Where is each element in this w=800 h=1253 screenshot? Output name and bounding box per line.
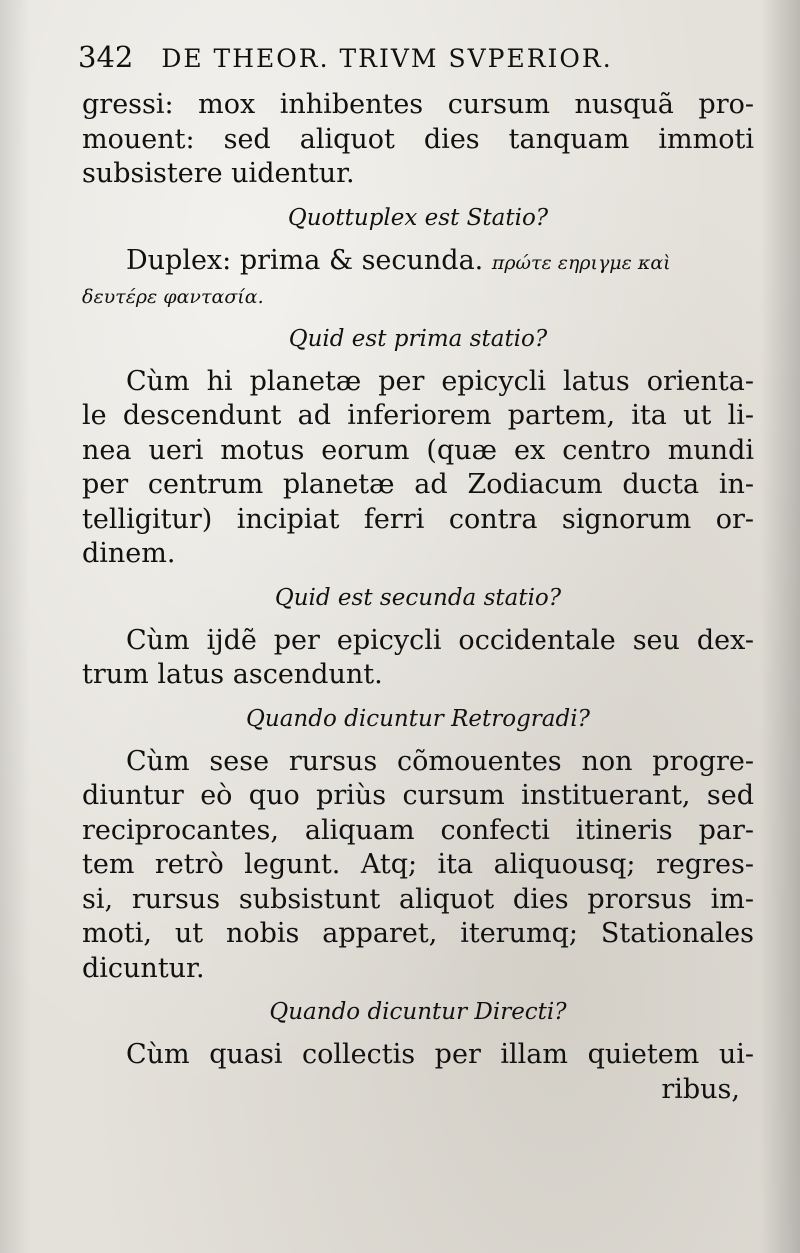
running-header	[78, 40, 758, 74]
text-line: mouent: sed aliquot dies tanquam immoti	[82, 123, 754, 155]
text-line: Cùm ijdẽ per epicycli occidentale seu dex-	[126, 624, 754, 656]
text-line: per centrum planetæ ad Zodiacum ducta in-	[82, 469, 754, 500]
text-line: reciprocantes, aliquam confecti itineris par-	[82, 814, 754, 846]
question-heading: Quid est secunda statio?	[274, 584, 562, 611]
question-heading: Quando dicuntur Retrogradi?	[246, 705, 590, 732]
text-line: si, rursus subsistunt aliquot dies prorsus im-	[82, 883, 754, 915]
text-line: dicuntur.	[82, 952, 205, 984]
question-heading: Quid est prima statio?	[288, 325, 548, 352]
catchword: ribus,	[661, 1073, 740, 1105]
edge-shadow	[760, 0, 800, 1253]
text-line: Cùm quasi collectis per illam quietem ui-	[126, 1039, 754, 1070]
running-title: DE THEOR. TRIVM SVPERIOR.	[161, 44, 613, 73]
text-line: nea ueri motus eorum (quæ ex centro mundi	[82, 434, 754, 466]
text-line: Cùm sese rursus cõmouentes non progre-	[126, 745, 754, 777]
gutter-shadow	[0, 0, 30, 1253]
text-line: tem retrò legunt. Atq; ita aliquousq; regres-	[82, 849, 754, 880]
text-line: moti, ut nobis apparet, iterumq; Stationales	[82, 918, 754, 949]
text-line: gressi: mox inhibentes cursum nusquã pro-	[82, 89, 754, 120]
question-heading: Quottuplex est Statio?	[287, 204, 549, 231]
text-line: trum latus ascendunt.	[82, 659, 383, 690]
text-line: le descendunt ad inferiorem partem, ita ut li-	[82, 400, 754, 431]
text-line	[82, 244, 754, 279]
greek-text: πρώτε εηριγμε καὶ	[491, 251, 671, 274]
text-line: Cùm hi planetæ per epicycli latus orienta-	[126, 365, 754, 397]
answer-text: Duplex: prima & secunda.	[126, 244, 484, 276]
text-line: diuntur eò quo priùs cursum instituerant, sed	[82, 780, 754, 811]
page-body	[82, 88, 754, 1107]
greek-text: δευτέρε φαντασία.	[82, 286, 264, 308]
text-line: subsistere uidentur.	[82, 158, 355, 189]
text-line: dinem.	[82, 538, 176, 569]
page-number: 342	[78, 40, 134, 74]
question-heading: Quando dicuntur Directi?	[269, 999, 567, 1025]
text-line: telligitur) incipiat ferri contra signorum or-	[82, 503, 754, 535]
text-line	[82, 278, 754, 313]
